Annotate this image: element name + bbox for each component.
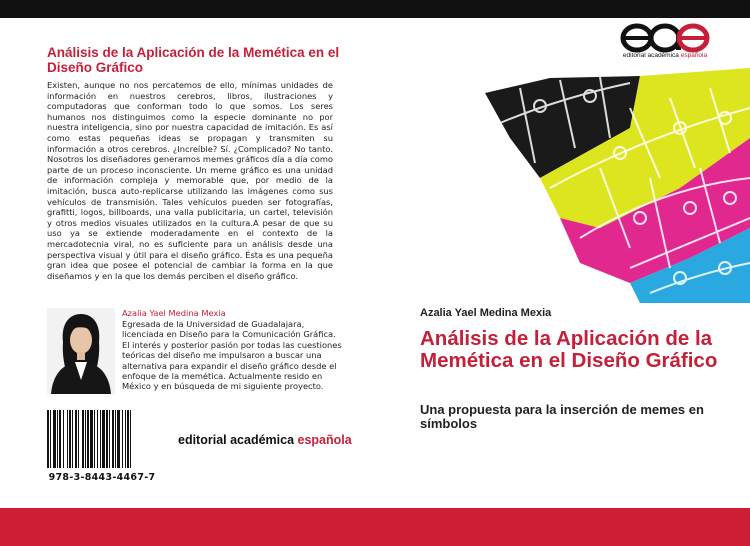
back-cover-publisher: [178, 433, 352, 447]
puzzle-illustration: [480, 68, 750, 303]
logo-caption-part2: española: [680, 52, 708, 59]
bottom-band: [0, 508, 750, 546]
front-cover-author: Azalia Yael Medina Mexia: [420, 307, 552, 319]
bio-author-name: Azalia Yael Medina Mexia: [122, 308, 226, 318]
author-photo: [47, 308, 115, 394]
publisher-name-part1: editorial académica: [178, 433, 295, 447]
back-cover-title: Análisis de la Aplicación de la Memética en el Diseño Gráfico: [47, 45, 340, 75]
isbn-number: 978-3-8443-4467-7: [48, 472, 156, 483]
front-cover-title: Análisis de la Aplicación de la Memética en el Diseño Gráfico: [420, 327, 718, 372]
publisher-name-part2: española: [297, 433, 352, 447]
logo-caption-part1: editorial académica: [622, 52, 679, 59]
back-cover-blurb: Existen, aunque no nos percatemos de ello, mínimas unidades de información en nuestros cerebros, libros, ilustraciones y computadoras que conforman todo lo que somos. Los seres humanos nos distinguimos como la especie dominante no por nuestra inteligencia, sino por nuestra capacidad de imitación. Es así como estas pequeñas ideas se propagan y transmiten su información a otros cerebros. ¿Increíble? Sí. ¿Complicado? No tanto. Nosotros los diseñadores generamos memes gráficos día a día como parte de un proceso inconsciente. Un meme gráfico es una unidad de información compleja y memorable que, por medio de la imitación, busca auto-replicarse utilizando las imágenes como sus vehículos de transmisión. Tales vehículos pueden ser fotografías, grafitti, logos, billboards, una valla publicitaria, un cartel, televisión y otros medios visuales utilizados en la cultura.A pesar de que su uso ya se extiende moderadamente en el contexto de la mercadotecnia viral, no es suficiente para un análisis desde una perspectiva visual y útil para el diseño gráfico. Ésta es una pequeña gran idea que posee el potencial de cambiar la forma en la que diseñamos y en la que los demás perciben el diseño gráfico.: [47, 80, 333, 281]
publisher-logo-caption: [610, 52, 720, 59]
front-cover-subtitle: Una propuesta para la inserción de memes en símbolos: [420, 402, 704, 431]
bio-text: Egresada de la Universidad de Guadalajara, licenciada en Diseño para la Comunicación Gráfica. El interés y posterior pasión por todas las cuestiones teóricas del diseño me impulsaron a buscar una alternativa para expandir el diseño gráfico desde el enfoque de la memética. Actualmente resido en México y en búsqueda de mi siguiente proyecto.: [122, 319, 342, 392]
top-band: [0, 0, 750, 18]
publisher-logo: [620, 22, 710, 67]
